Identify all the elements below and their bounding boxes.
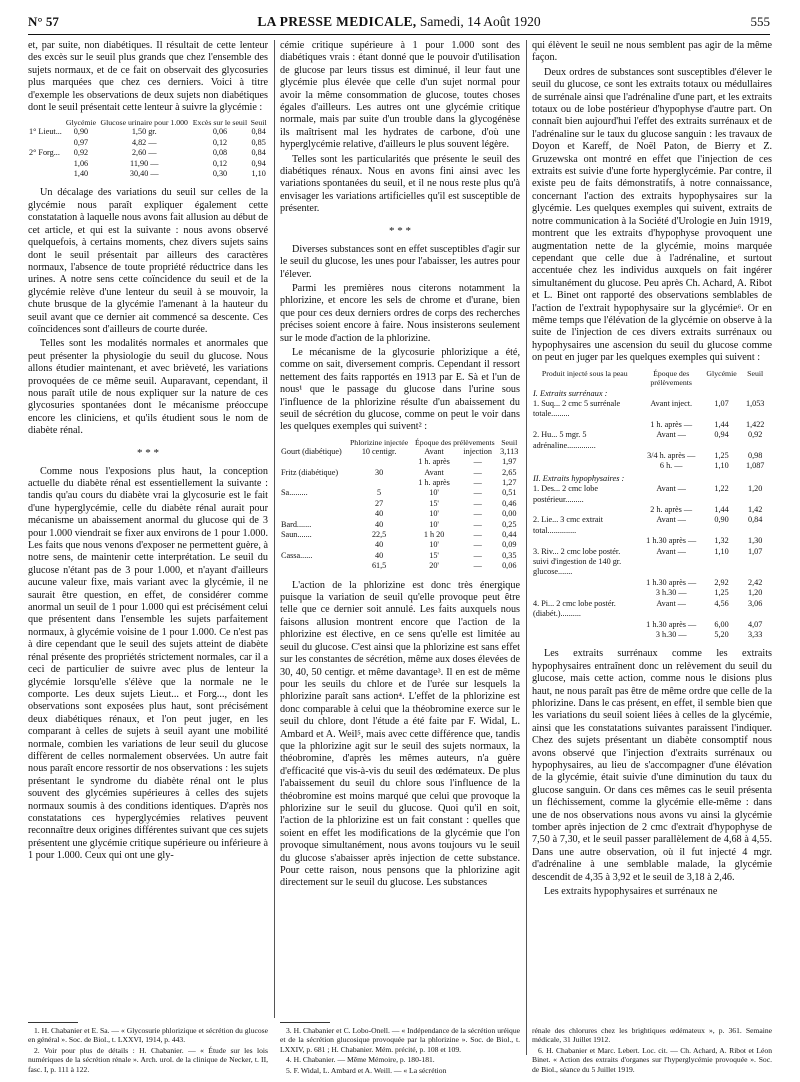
table-header: Seuil [747, 368, 764, 378]
table-row: 1 h. après — 1,97 [418, 457, 517, 467]
paragraph: Parmi les premières nous citerons notamment la phlorizine, et encore les sels de chrome et d'urane, bien que pour ces deux derniers ordres de corps des recherches précises soient encore à faire. Nous insisterons seulement sur le mode d'action de la phlorizine. [280, 282, 520, 344]
paragraph: et, par suite, non diabétiques. Il résultait de cette lenteur des excès sur le seuil plus grands que chez l'ensemble des sujets normaux, et de ce fait on observait des glycosuries plus marquées que chez ces derniers. Voici à titre d'exemple les observations de deux sujets non diabétiques dont le seuil présentait cette lenteur à suivre la glycémie : [28, 40, 268, 114]
footnote-rule [28, 1022, 78, 1023]
paragraph: Telles sont les particularités que présente le seuil des diabétiques rénaux. Nous en avons fini ainsi avec les variations spontanées du seuil, et il ne nous reste plus qu'à envisager les variations artificielles qu'il est susceptible de présenter. [280, 153, 520, 215]
column-3 [532, 40, 772, 1055]
footnotes-column-3 [532, 1026, 772, 1075]
page-header [28, 14, 770, 34]
table-row: 40 10' — 0,00 [375, 509, 517, 519]
footnote: 1. H. Chabanier et E. Sa. — « Glycosurie phlorizique et sécrétion du glucose en général ». Soc. de Biol., t. LXXVI, 1914, p. 443. [28, 1026, 268, 1045]
paragraph: Un décalage des variations du seuil sur celles de la glycémie nous paraît expliquer également cette constatation à laquelle nous avons fait allusion au début de cet article, et qui est la suivante : nous avons observé quelquefois, à certains moments, chez divers sujets sains dont le seuil présentait par ailleurs des caractères normaux, l'absence de toute propriété réductrice dans les urines. A notre sens cette coïncidence du seuil et de la glycémie relève d'une lenteur du seuil à se mouvoir, la chute brusque de la glycémie l'amenant à la hauteur du seuil avant que ce dernier ait commencé sa descente. Ces coïncidences sont d'ailleurs de courte durée. [28, 187, 268, 335]
paragraph: Les extraits surrénaux comme les extraits hypophysaires entraînent donc un relèvement du seuil du glucose, mais cette action, comme nous le disions plus haut, ne nous paraît pas être de même ordre que celle de la phlorizine. Dans le cas présent, en effet, il semble bien que les variations du seuil soient liées à celles de la glycémie, ainsi que les constatations suivantes paraissent l'indiquer. Chez des sujets présentant un diabète consomptif nous avons observé que l'injection d'extraits surrénaux ou hypophysaires, au lieu de s'accompagner d'une élévation de la glycémie, était suivie d'une diminution du taux du glucose sanguin. Or dans ces mêmes cas le seuil présenta un fléchissement, comme la glycémie elle-même : dans une de nos observations nous avons vu ainsi la glycémie tomber après injection de 2 cmc d'extrait d'hypophyse de 7,50 à 7,30, et le seuil passer parallèlement de 4,68 à 4,55. Dans une autre observation, où il fut injecté 4 mgr. d'adrénaline à une semblable malade, la glycémie descendit de 4,35 à 3,92 et le seuil de 3,18 à 2,46. [532, 648, 772, 883]
table-row: 1,06 11,90 — 0,12 0,94 [73, 158, 266, 168]
issue-number: N° 57 [28, 14, 59, 29]
paragraph: cémie critique supérieure à 1 pour 1.000 sont des diabétiques vrais : étant donné que le pouvoir d'utilisation de glucose par leurs tissus est diminué, il leur faut une glycémie plus élevée que celle d'un sujet normal pour avoir la même consommation de glucose, toutes choses égales d'ailleurs. Les autres ont une glycémie critique normale, mais par suite d'un trouble dans la glycogénèse ils maîtrisent mal les hydrates de carbone, d'où une hyperglycémie relative, d'ailleurs le plus souvent légère. [280, 40, 520, 151]
table-row: 2. Lie... 3 cmc extrait total.............. Avant — 0,90 0,84 [533, 515, 763, 535]
footnotes-column-2 [280, 1026, 520, 1076]
footnote: 5. F. Widal, L. Ambard et A. Weill. — « La sécrétion [286, 1065, 447, 1075]
table-row: Gourt (diabétique) 10 centigr. Avant injection 3,113 [281, 446, 519, 456]
footnote: 2. Voir pour plus de détails : H. Chabanier. — « Étude sur les lois numériques de la sécrétion rénale ». Arch. urol. de la clinique de Necker, t. II, fasc. I, p. 111 à 122. [28, 1045, 268, 1074]
footnote: 6. H. Chabanier et Marc. Lebert. Loc. cit. — Ch. Achard, A. Ribot et Léon Binet. « Action des extraits d'organes sur l'hyperglycémie provoquée ». Soc. de Biol., séance du 5 Juillet 1919. [532, 1045, 772, 1074]
table-row: 27 15' — 0,46 [375, 498, 517, 508]
paragraph: Comme nous l'exposions plus haut, la conception actuelle du diabète rénal est essentiellement la suivante : tandis qu'au cours du diabète vrai la glycosurie est le fait d'une hyperglycémie, celle du diabète rénal aurait pour mécanisme un abaissement anormal du glucose qui de 3 pour 1.000 viendrait se fixer aux environs de 1 pour 1.000. Les faits que nous venons d'exposer ne permettent guère, à notre sens, de maintenir cette interprétation. Le seuil du glucose n'étant pas de 3 pour 1.000, et n'ayant d'ailleurs aucune valeur fixe, mais variant avec la glycémie, il ne saurait être question, en effet, de considérer comme anormal un seuil de 1 pour 1.000 qui est précisément celui que présentent dans l'ensemble les sujets parfaitement normaux, à glycémie voisine de 1 pour 1.000. Ce n'est pas à dire cependant que le seuil des sujets atteint de diabète rénal présente des propriétés strictement normales, car il a ceci de particulier de suivre avec plus de lenteur la glycémie lorsqu'elle s'élève que la normale ne le comporte. Les deux sujets Lieut... et Forg..., dont les observations sont exposées plus haut, sont précisément deux diabétiques rénaux, et l'on peut juger, en les comparant à celles de sujets à seuil ayant une mobilité normale, combien les variations de leur seuil du glucose diffèrent de celles normalement observées. Un autre fait nous paraît encore ressortir de nos observations : les sujets présentant le syndrome du diabète rénal ont le plus souvent des glycémies supérieures à celles des sujets normaux soumis à des conditions identiques. D'après nos constatations ces hyperglycémies relatives peuvent reconnaître deux origines différentes suivant que ces sujets présentent une glycémie critique supérieure ou inférieure à 1 pour 1.000. Ceux qui ont une gly- [28, 465, 268, 862]
footnote: 3. H. Chabanier et C. Lobo-Onell. — « Indépendance de la sécrétion uréique et de la sécrétion glucosique provoquée par la phlorizine ». Soc. de Biol., t. LXXIV, p. 681 ; H. Chabanier. Mém. précité, p. 108 et 109. [280, 1026, 520, 1054]
table-row: 1. Des... 2 cmc lobe postérieur......... Avant — 1,22 1,20 [533, 484, 763, 504]
table-phlorizine [280, 438, 520, 572]
paragraph: Les extraits hypophysaires et surrénaux ne [544, 886, 718, 898]
table-header: Seuil [501, 437, 518, 447]
issue-date: Samedi, 14 Août 1920 [419, 14, 541, 29]
table-header: Glucose urinaire pour 1.000 [100, 118, 188, 128]
paragraph: Le mécanisme de la glycosurie phlorizique a été, comme on sait, diversement compris. Cependant il ressort nettement des faits rapportés en 1913 par E. Sà et l'un de nous¹ que le passage du glucose dans l'urine sous l'influence de la phlorizine résulte d'un abaissement du seuil de sécrétion du glucose, comme on peut le voir dans les quelques exemples qui suivent² : [280, 346, 520, 433]
table-header: Excès sur le seuil [192, 118, 248, 128]
paragraph: Telles sont les modalités normales et anormales que peut présenter la physiologie du seuil du glucose. Nous allons étudier maintenant, et avec brièveté, les variations provoquées de ce même seuil. Auparavant, cependant, il nous paraît utile de nous expliquer sur la nature de ces glycosuries spontanées dont le mécanisme préoccupe encore les cliniciens, et qu'ils étudient sous le nom de diabète rénal. [28, 338, 268, 437]
table-row: 61,5 20' — 0,06 [371, 561, 517, 571]
table-row: Bard....... 40 10' — 0,25 [281, 519, 517, 529]
table-row: 3 h.30 — 1,25 1,20 [655, 588, 763, 598]
paragraph: L'action de la phlorizine est donc très énergique puisque la variation de seuil qu'elle provoque peut être telle que ce dernier soit annulé. Les faits auxquels nous faisons allusion montrent encore que l'action de la phlorizine est élective, en ce sens qu'elle est limitée au seuil du glucose. C'est ainsi que la phlorizine est sans effet sur les constantes de sécrétion, même aux doses élevées de 30, 40, 50 centigr. et même davantage³. Il en est de même pour les seuils du chlore et de l'urée sur lesquels la phlorizine paraît sans action⁴. L'effet de la phlorizine est donc comparable à celui que la théobromine exerce sur le seuil du chlore, dont l'étude a été faite par F. Widal, L. Ambard et A. Weil⁵, mais avec cette différence que, tandis que la phlorizine agit sur le seuil des sujets normaux, la théobromine, d'après les mêmes auteurs, n'a guère d'efficacité que vis-à-vis du seuil des œdémateux. De plus l'abaissement du seuil du chlore sous l'influence de la théobromine est moins marqué que celui que provoque la phlorizine sur le seuil du glucose. Quoi qu'il en soit, l'action de la phlorizine est un fait constant : quelles que soient en effet les modifications de la glycémie que l'on provoque simultanément, nous avons toujours vu le seuil du glucose s'abaisser après injection de cette substance. Pour cette raison, nous pensons que la phlorizine agit directement sur le seuil du glucose. Les substances [280, 579, 520, 889]
table-row: 1° Lieut... 0,90 1,50 gr. 0,06 0,84 [29, 127, 266, 137]
table-row: 1 h.30 après — 6,00 4,07 [646, 619, 763, 629]
journal-title: LA PRESSE MEDICALE, [257, 14, 417, 29]
table-row: 3 h.30 — 5,20 3,33 [655, 629, 763, 639]
column-divider-1 [274, 40, 275, 1018]
table-row: 1,40 30,40 — 0,30 1,10 [73, 169, 266, 179]
header-rule [28, 34, 770, 35]
table-section-title: I. Extraits surrénaux : [533, 388, 608, 398]
table-header: Époque des prélèvements [650, 368, 692, 387]
table-header: Glycémie [65, 118, 97, 128]
table-row: 1. Suq... 2 cmc 5 surrénale totale......... Avant inject. 1,07 1,053 [533, 398, 765, 419]
table-row: Fritz (diabétique) 30 Avant — 2,65 [281, 467, 517, 477]
footnote: rénale des chlorures chez les brightiques œdémateux », p. 361. Semaine médicale, 31 Juillet 1912. [532, 1026, 772, 1045]
footnote-rule [280, 1022, 330, 1023]
table-header: Seuil [250, 118, 267, 128]
table-row: 40 10' — 0,09 [375, 540, 517, 550]
table-row: 2. Hu... 5 mgr. 5 adrénaline.............. Avant — 0,94 0,92 [533, 430, 763, 450]
table-row: 1 h. après — 1,27 [418, 478, 517, 487]
table-row: 3. Riv... 2 cmc lobe postér. suivi d'ingestion de 140 gr. glucose....... Avant — 1,10 1,07 [533, 546, 763, 577]
table-row: Cassa...... 40 15' — 0,35 [281, 550, 517, 560]
journal-masthead [28, 14, 770, 30]
footnotes-column-1 [28, 1026, 268, 1075]
column-1 [28, 40, 268, 1018]
table-section-title: II. Extraits hypophysaires : [533, 473, 625, 483]
table-row: 2 h. après — 1,44 1,42 [650, 505, 763, 515]
page-number: 555 [750, 14, 770, 29]
table-row: Sa......... 5 10' — 0,51 [281, 488, 517, 498]
column-2 [280, 40, 520, 1018]
table-row: 1 h.30 après — 1,32 1,30 [646, 536, 763, 546]
column-divider-2 [526, 40, 527, 1055]
footnote: 4. H. Chabanier. — Même Mémoire, p. 180-181. [286, 1055, 435, 1065]
table-header: Produit injecté sous la peau [541, 368, 628, 378]
table-row: 3/4 h. après — 1,25 0,98 [647, 451, 763, 460]
table-glycemie-seuil [28, 118, 268, 179]
paragraph: qui élèvent le seuil ne nous semblent pas agir de la même façon. [532, 40, 772, 64]
table-row: 6 h. — 1,10 1,087 [659, 461, 765, 471]
table-row: 4. Pi... 2 cmc lobe postér. (diabét.).......... Avant — 4,56 3,06 [533, 598, 763, 619]
table-row: 1 h.30 après — 2,92 2,42 [646, 577, 763, 587]
table-row: Saun....... 22,5 1 h 20 — 0,44 [281, 530, 517, 540]
table-row: 0,97 4,82 — 0,12 0,85 [73, 137, 266, 147]
table-row: 1 h. après — 1,44 1,422 [650, 419, 765, 429]
table-extraits [532, 369, 772, 641]
section-separator: * * * [137, 446, 159, 459]
paragraph: Diverses substances sont en effet susceptibles d'agir sur le seuil du glucose, les unes pour l'abaisser, les autres pour l'élever. [280, 243, 520, 280]
table-header: Époque des prélèvements [415, 437, 495, 447]
paragraph: Deux ordres de substances sont susceptibles d'élever le seuil du glucose, ce sont les extraits totaux ou médullaires de surrénale ainsi que l'adrénaline d'une part, et les extraits totaux ou de lobe postérieur d'hypophyse d'autre part. On connaît bien aujourd'hui l'effet des extraits surrénaux et de l'adrénaline sur le taux du glucose sanguin : les travaux de Doyon et Kareff, de Noël Paton, de Bierry et Z. Gruzewska ont montré en effet que l'injection de ces extraits est suivie d'une forte hyperglycémie. Par contre, il existe peu de faits démonstratifs, à notre connaissance, concernant l'action des extraits hypophysaires sur la glycémie. Les quelques exemples qui suivent, extraits de notre communication à la Société d'Urologie en Juin 1919, montrent que les extraits d'hypophyse provoquent une augmentation nette de la glycémie, moins marquée cependant que celle due à l'adrénaline, et surtout accentuée chez les individus auxquels on fait ingérer simultanément du glucose. Peu après Ch. Achard, A. Ribot et L. Binet ont rapporté des observations semblables de l'action de l'extrait hypophysaire sur la glycémie⁶. Or en même temps que l'élévation de la glycémie on observe à la suite de l'injection de ces divers extraits surrénaux ou hypophysaires une ascension du seuil du glucose comme on peut en juger par les quelques exemples qui suivent : [532, 66, 772, 364]
section-separator: * * * [389, 224, 411, 237]
table-header: Phlorizine injectée [349, 437, 409, 447]
table-header: Glycémie [706, 368, 737, 378]
table-row: 2° Forg... 0,92 2,60 — 0,08 0,84 [29, 148, 266, 158]
